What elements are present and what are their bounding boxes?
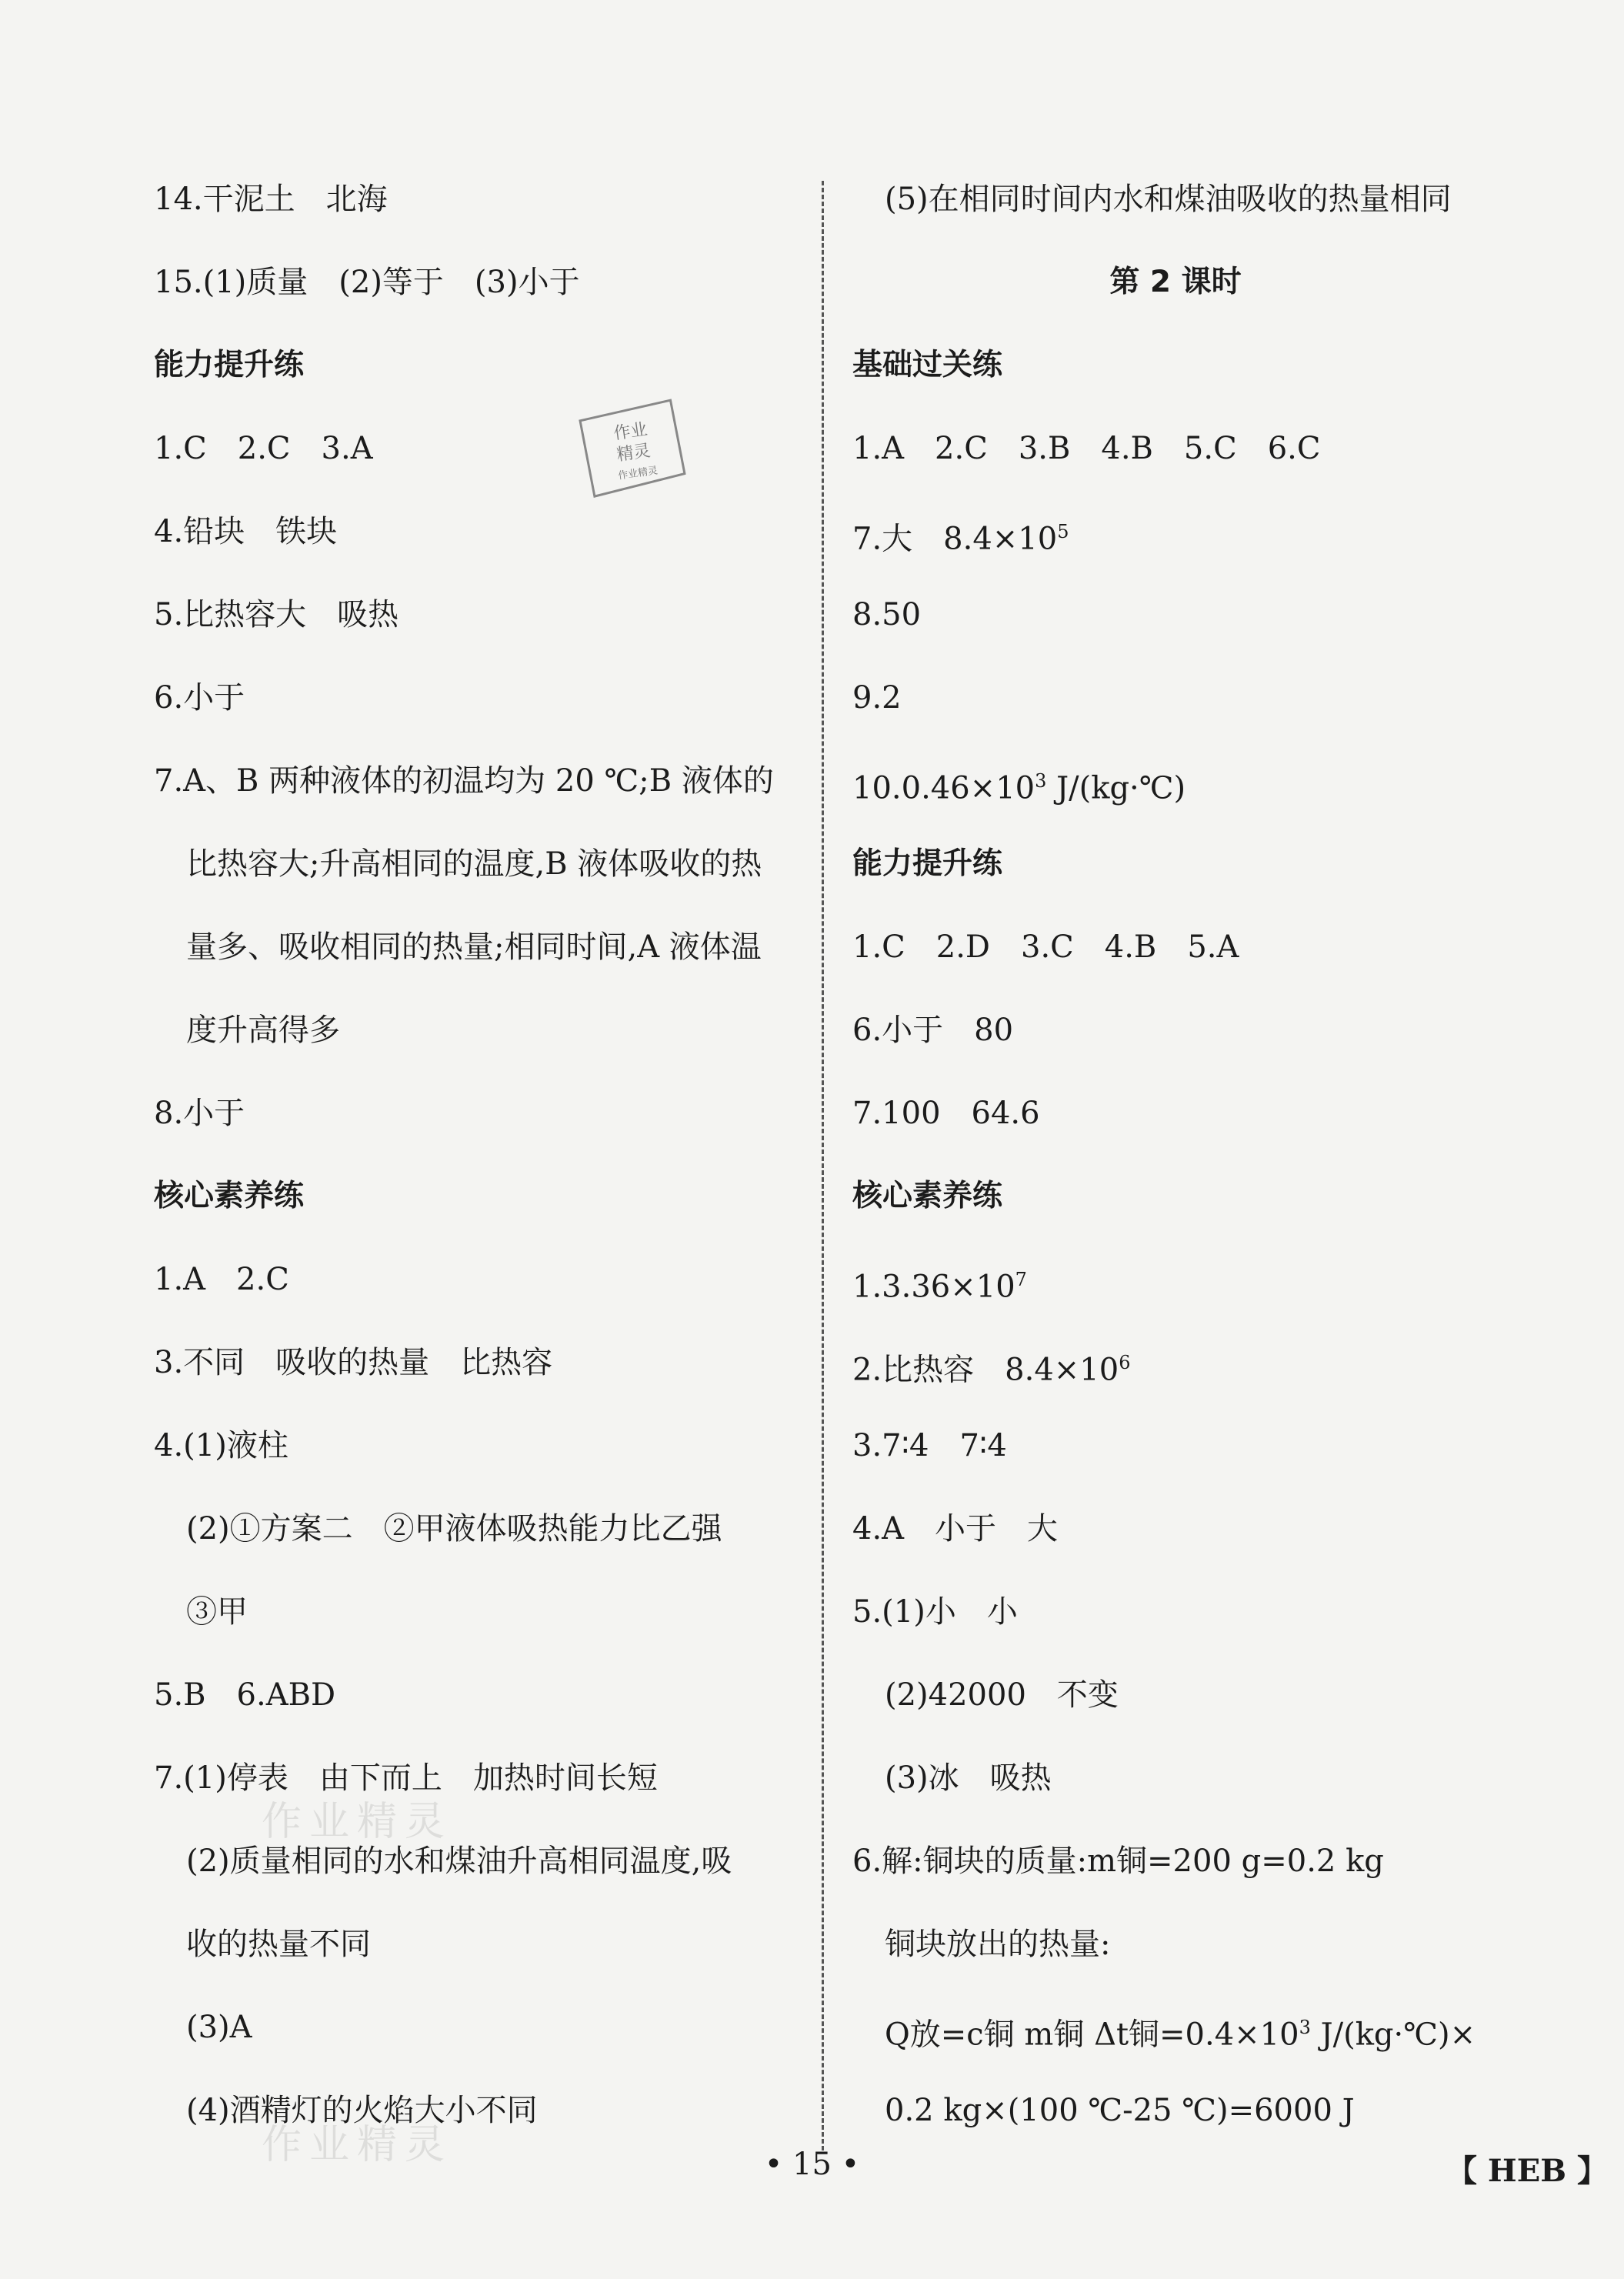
answer-line — [154, 158, 815, 241]
answer-line — [852, 739, 1499, 823]
answer-line — [852, 573, 1499, 656]
answer-line — [852, 1072, 1499, 1155]
answer-text: (2)①方案二 ②甲液体吸热能力比乙强 — [186, 1511, 722, 1547]
answer-line — [852, 1238, 1499, 1321]
answer-line — [154, 1570, 815, 1653]
answer-line — [852, 1903, 1499, 1986]
answer-unit: J/(kg·℃) — [1046, 770, 1186, 806]
answer-line — [852, 2069, 1499, 2152]
answer-text: 7.A、B 两种液体的初温均为 20 ℃;B 液体的 — [154, 763, 774, 799]
answer-line — [154, 1986, 815, 2069]
answer-line — [154, 573, 815, 656]
answer-text: 6.解:铜块的质量:m铜=200 g=0.2 kg — [852, 1844, 1384, 1879]
answer-text: 收的热量不同 — [186, 1927, 371, 1962]
answer-line — [154, 1820, 815, 1903]
answer-text: (5)在相同时间内水和煤油吸收的热量相同 — [885, 182, 1452, 217]
answer-line — [154, 1072, 815, 1155]
stamp-line3: 作业精灵 — [617, 465, 659, 482]
answer-text: 能力提升练 — [852, 846, 1003, 881]
exponent: 5 — [1057, 521, 1069, 542]
stamp-logo — [567, 392, 695, 508]
answer-text: 5.比热容大 吸热 — [154, 597, 399, 632]
answer-text: 4.A 小于 大 — [852, 1511, 1059, 1547]
answer-line — [154, 1404, 815, 1487]
answer-text: 8.小于 — [154, 1096, 245, 1131]
answer-text: 14.干泥土 北海 — [154, 182, 388, 217]
answer-text: 1.A 2.C 3.B 4.B 5.C 6.C — [852, 431, 1321, 466]
answer-text: 7.100 64.6 — [852, 1096, 1040, 1131]
answer-line — [154, 823, 815, 906]
answer-text: 能力提升练 — [154, 348, 305, 382]
answer-text: Q放=c铜 m铜 Δt铜=0.4×10 — [885, 2017, 1299, 2053]
answer-text: 6.小于 — [154, 680, 245, 716]
answer-text: 7.大 8.4×10 — [852, 521, 1058, 557]
stamp-line2: 精灵 — [615, 441, 652, 465]
answer-text: 5.(1)小 小 — [852, 1594, 1018, 1630]
stamp-line1: 作业 — [612, 419, 649, 444]
answer-text: 2.比热容 8.4×10 — [852, 1352, 1119, 1388]
answer-text: 3.7∶4 7∶4 — [852, 1428, 1007, 1463]
lesson-title — [852, 241, 1499, 324]
watermark-2: 作业精灵 — [262, 2122, 453, 2168]
answer-line — [852, 407, 1499, 490]
answer-text: 度升高得多 — [186, 1013, 340, 1048]
answer-line — [852, 1653, 1499, 1737]
section-heading — [852, 823, 1499, 906]
answer-text: 10.0.46×10 — [852, 770, 1035, 806]
answer-text: 第 2 课时 — [1109, 265, 1242, 299]
answer-text: 15.(1)质量 (2)等于 (3)小于 — [154, 265, 580, 300]
answer-text: 5.B 6.ABD — [154, 1677, 336, 1713]
answer-text: 0.2 kg×(100 ℃-25 ℃)=6000 J — [885, 2093, 1355, 2128]
page-number: • 15 • — [764, 2147, 860, 2182]
section-heading — [154, 324, 815, 407]
answer-line — [154, 1653, 815, 1737]
answer-text: 核心素养练 — [852, 1179, 1003, 1213]
answer-line — [852, 656, 1499, 739]
answer-line — [852, 1820, 1499, 1903]
answer-text: 1.3.36×10 — [852, 1269, 1015, 1305]
answer-line — [852, 1321, 1499, 1404]
right-column — [852, 158, 1499, 2152]
exponent: 6 — [1119, 1352, 1131, 1373]
answer-line — [154, 1487, 815, 1570]
answer-text: 4.(1)液柱 — [154, 1428, 288, 1463]
answer-text: 7.(1)停表 由下而上 加热时间长短 — [154, 1760, 658, 1796]
answer-text: 4.铅块 铁块 — [154, 514, 338, 549]
answer-line — [852, 1570, 1499, 1653]
answer-text: (2)质量相同的水和煤油升高相同温度,吸 — [186, 1844, 732, 1879]
answer-line — [154, 241, 815, 324]
answer-text: 1.C 2.C 3.A — [154, 431, 373, 466]
answer-text: 比热容大;升高相同的温度,B 液体吸收的热 — [186, 846, 762, 882]
section-heading — [852, 324, 1499, 407]
section-heading — [852, 1155, 1499, 1238]
answer-line — [154, 490, 815, 573]
section-heading — [154, 1155, 815, 1238]
answer-line — [852, 158, 1499, 241]
answer-text: 铜块放出的热量: — [885, 1927, 1111, 1962]
answer-line — [852, 989, 1499, 1072]
answer-line — [852, 1737, 1499, 1820]
answer-unit: J/(kg·℃)× — [1310, 2017, 1476, 2053]
answer-text: 1.C 2.D 3.C 4.B 5.A — [852, 929, 1239, 965]
answer-line — [154, 1321, 815, 1404]
answer-line — [852, 1487, 1499, 1570]
exponent: 3 — [1035, 770, 1047, 792]
answer-text: (3)A — [186, 2010, 252, 2045]
answer-text: 基础过关练 — [852, 348, 1003, 382]
answer-line — [852, 490, 1499, 573]
answer-text: 核心素养练 — [154, 1179, 305, 1213]
answer-text: 1.A 2.C — [154, 1262, 289, 1297]
answer-line — [852, 906, 1499, 989]
answer-line — [852, 1986, 1499, 2069]
answer-text: 3.不同 吸收的热量 比热容 — [154, 1345, 553, 1380]
answer-text: (4)酒精灯的火焰大小不同 — [186, 2093, 538, 2128]
answer-line — [154, 2069, 815, 2152]
column-divider — [822, 181, 824, 2151]
watermark-1: 作业精灵 — [262, 1799, 453, 1845]
answer-line — [154, 989, 815, 1072]
answer-text: 9.2 — [852, 680, 902, 716]
answer-line — [154, 656, 815, 739]
answer-line — [154, 1737, 815, 1820]
answer-text: ③甲 — [186, 1594, 248, 1630]
edition-code: 【 HEB 】 — [1446, 2153, 1608, 2189]
answer-line — [154, 739, 815, 823]
answer-text: (3)冰 吸热 — [885, 1760, 1052, 1796]
answer-text: 6.小于 80 — [852, 1013, 1014, 1048]
left-column — [154, 158, 815, 2152]
answer-text: 量多、吸收相同的热量;相同时间,A 液体温 — [186, 929, 762, 965]
answer-line — [154, 906, 815, 989]
answer-line — [154, 407, 815, 490]
answer-text: (2)42000 不变 — [885, 1677, 1119, 1713]
answer-text: 8.50 — [852, 597, 922, 632]
answer-line — [154, 1903, 815, 1986]
answer-line — [154, 1238, 815, 1321]
exponent: 7 — [1015, 1269, 1027, 1290]
exponent: 3 — [1299, 2017, 1311, 2038]
answer-line — [852, 1404, 1499, 1487]
